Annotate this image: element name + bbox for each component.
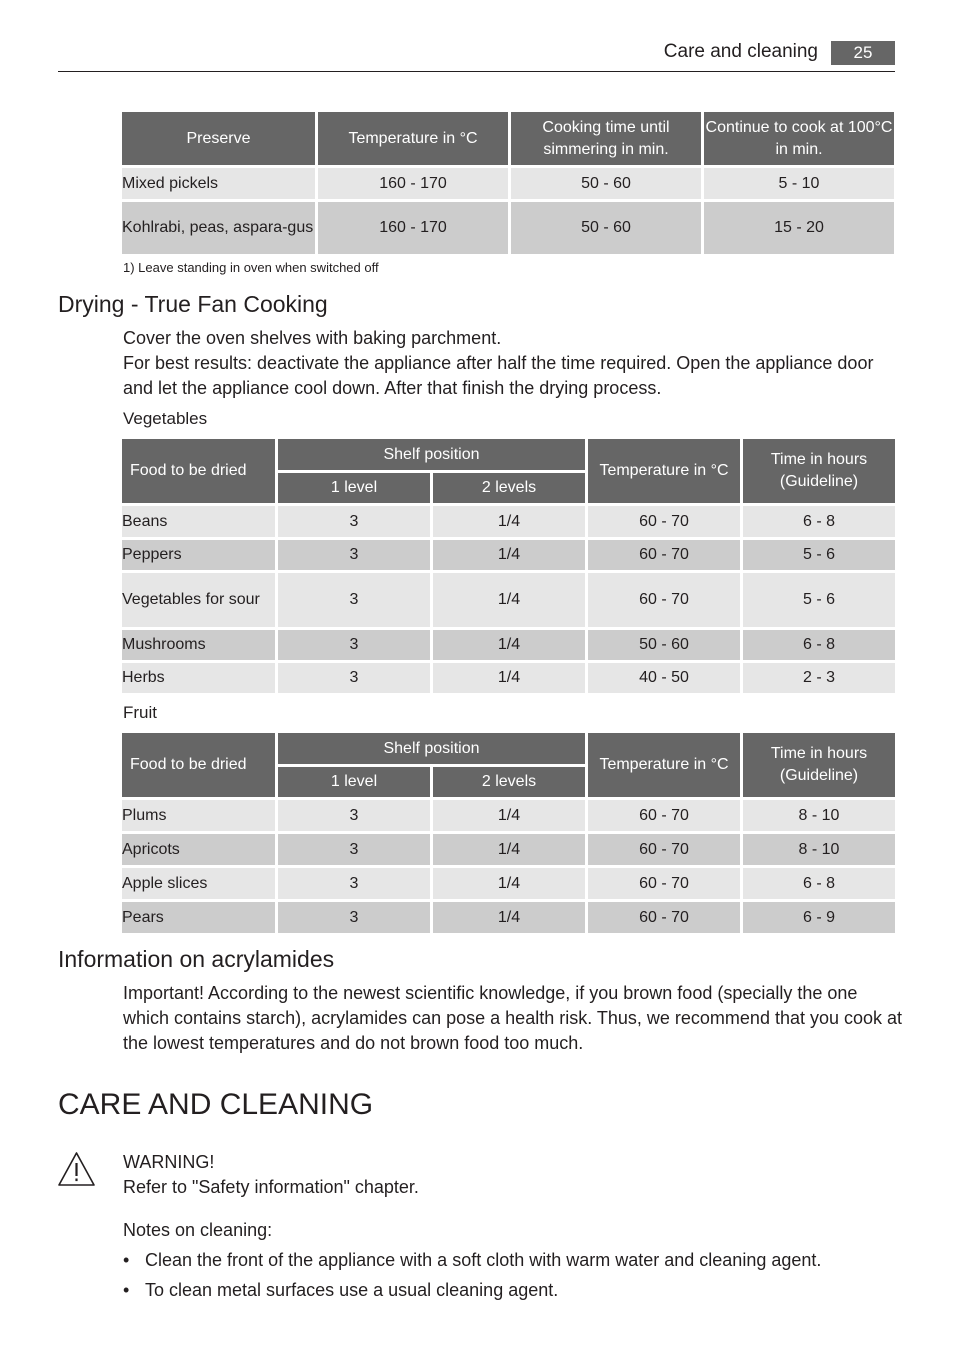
table-cell: 3 (278, 800, 430, 831)
level-2-header: 2 levels (433, 473, 585, 503)
temperature-header: Temperature in °C (588, 733, 740, 797)
table-cell: Herbs (122, 663, 275, 693)
preserve-header: Preserve (122, 112, 315, 165)
table-cell: 1/4 (433, 630, 585, 660)
table-cell: 3 (278, 902, 430, 933)
table-row (122, 663, 895, 693)
table-cell: 1/4 (433, 868, 585, 899)
table-cell: 6 - 8 (743, 506, 895, 537)
time-header: Time in hours (Guideline) (743, 733, 895, 797)
table-footnote: 1) Leave standing in oven when switched off (123, 260, 379, 275)
fruit-label: Fruit (123, 703, 157, 722)
table-cell: Apple slices (122, 868, 275, 899)
table-cell: 5 - 6 (743, 573, 895, 627)
table-cell: 60 - 70 (588, 506, 740, 537)
simmer-time-header: Cooking time until simmering in min. (511, 112, 701, 165)
table-row (122, 630, 895, 660)
table-cell: 60 - 70 (588, 540, 740, 570)
table-cell: 1/4 (433, 663, 585, 693)
table-row (122, 902, 895, 933)
table-cell: 6 - 8 (743, 630, 895, 660)
table-cell: 1/4 (433, 834, 585, 865)
list-item: • Clean the front of the appliance with a soft cloth with warm water and cleaning agent. (123, 1250, 822, 1270)
table-cell: 60 - 70 (588, 573, 740, 627)
table-cell: Apricots (122, 834, 275, 865)
table-cell: 6 - 8 (743, 868, 895, 899)
food-header: Food to be dried (122, 439, 275, 503)
table-cell: 3 (278, 573, 430, 627)
table-row (122, 506, 895, 537)
table-cell: Pears (122, 902, 275, 933)
fruit-table (119, 730, 898, 936)
table-cell: 160 - 170 (318, 202, 508, 254)
level-1-header: 1 level (278, 473, 430, 503)
table-cell: Beans (122, 506, 275, 537)
acrylamides-heading: Information on acrylamides (58, 946, 335, 972)
table-cell: 1/4 (433, 902, 585, 933)
table-cell: Kohlrabi, peas, aspara-gus (122, 202, 315, 254)
acrylamides-text: According to the newest scientific knowledge, if you brown food (specially the one which contains starch), acrylamides can pose a health risk. Thus, we recommend that you cook at the lowest temperatures and do not brown food too much. (123, 983, 903, 1053)
table-cell: Vegetables for sour (122, 573, 275, 627)
table-cell: 3 (278, 540, 430, 570)
table-cell: 2 - 3 (743, 663, 895, 693)
temperature-header: Temperature in °C (318, 112, 508, 165)
table-cell: Peppers (122, 540, 275, 570)
acrylamides-paragraph (123, 981, 903, 1056)
level-1-header: 1 level (278, 767, 430, 797)
page-number: 25 (831, 41, 895, 65)
table-cell: 6 - 9 (743, 902, 895, 933)
time-header: Time in hours (Guideline) (743, 439, 895, 503)
table-cell: 5 - 6 (743, 540, 895, 570)
table-row (122, 868, 895, 899)
table-cell: 160 - 170 (318, 168, 508, 199)
table-cell: 1/4 (433, 573, 585, 627)
food-header: Food to be dried (122, 733, 275, 797)
warning-title: WARNING! (123, 1152, 215, 1172)
table-row (122, 540, 895, 570)
header-rule (58, 71, 895, 72)
table-cell: 1/4 (433, 540, 585, 570)
table-cell: 50 - 60 (511, 168, 701, 199)
warning-text: Refer to "Safety information" chapter. (123, 1177, 419, 1197)
table-row (122, 168, 894, 199)
temperature-header: Temperature in °C (588, 439, 740, 503)
chapter-title: CARE AND CLEANING (58, 1088, 374, 1121)
table-row (122, 800, 895, 831)
drying-paragraph-1: Cover the oven shelves with baking parchment. (123, 328, 502, 348)
table-cell: 50 - 60 (511, 202, 701, 254)
table-cell: 8 - 10 (743, 800, 895, 831)
vegetables-table (119, 436, 898, 696)
table-cell: 50 - 60 (588, 630, 740, 660)
notes-title: Notes on cleaning: (123, 1220, 273, 1240)
table-cell: 40 - 50 (588, 663, 740, 693)
table-cell: 1/4 (433, 506, 585, 537)
shelf-position-header: Shelf position (278, 733, 585, 764)
level-2-header: 2 levels (433, 767, 585, 797)
cleaning-notes-list (123, 1248, 923, 1308)
continue-cook-header: Continue to cook at 100°C in min. (704, 112, 894, 165)
table-row (122, 834, 895, 865)
table-cell: 3 (278, 834, 430, 865)
important-label: Important! (123, 983, 205, 1003)
preserve-table (119, 109, 897, 257)
list-item-text: Clean the front of the appliance with a soft cloth with warm water and cleaning agent. (145, 1250, 822, 1270)
table-row (122, 573, 895, 627)
table-cell: Plums (122, 800, 275, 831)
list-item-text: To clean metal surfaces use a usual cleaning agent. (145, 1280, 559, 1300)
table-cell: 3 (278, 506, 430, 537)
list-item: • To clean metal surfaces use a usual cleaning agent. (123, 1280, 559, 1300)
table-cell: Mixed pickels (122, 168, 315, 199)
table-cell: 1/4 (433, 800, 585, 831)
vegetables-label: Vegetables (123, 409, 208, 428)
shelf-position-header: Shelf position (278, 439, 585, 470)
table-row (122, 202, 894, 254)
drying-heading: Drying - True Fan Cooking (58, 291, 328, 317)
table-cell: 5 - 10 (704, 168, 894, 199)
table-cell: 60 - 70 (588, 902, 740, 933)
running-header-title: Care and cleaning (663, 41, 818, 62)
table-cell: 3 (278, 663, 430, 693)
table-cell: 60 - 70 (588, 868, 740, 899)
table-cell: 3 (278, 868, 430, 899)
warning-triangle-icon (57, 1151, 96, 1187)
drying-paragraph-2: For best results: deactivate the appliance after half the time required. Open the appliance door and let the appliance cool down. After that finish the drying process. (123, 353, 874, 398)
table-cell: 60 - 70 (588, 834, 740, 865)
table-cell: 60 - 70 (588, 800, 740, 831)
table-cell: 3 (278, 630, 430, 660)
table-cell: Mushrooms (122, 630, 275, 660)
table-cell: 15 - 20 (704, 202, 894, 254)
table-cell: 8 - 10 (743, 834, 895, 865)
